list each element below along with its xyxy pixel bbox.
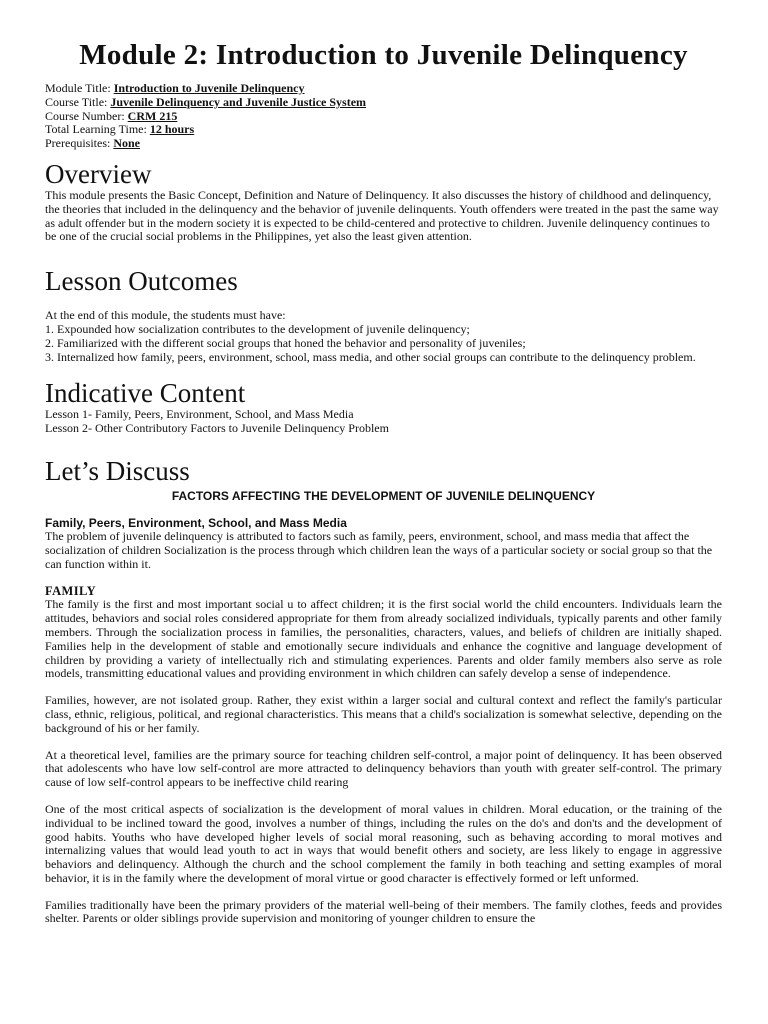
body-paragraph: Families traditionally have been the primary providers of the material well-being of their members. The family clothes, feeds and provides shelter. Parents or older siblings provide supervision and monitoring of younger children to ensure the: [45, 897, 722, 926]
outcomes-heading: Lesson Outcomes: [45, 266, 238, 297]
document-page: [45, 38, 722, 926]
family-heading: FAMILY: [45, 584, 97, 599]
outcomes-intro: At the end of this module, the students must have:: [45, 308, 286, 323]
overview-heading: Overview: [45, 158, 152, 189]
topic-text: The problem of juvenile delinquency is attributed to factors such as family, peers, environment, school, and mass media that affect the socialization of children Socialization is the process through which children lean the ways of a particular society or social group so that the can function within it.: [45, 528, 713, 571]
lesson-item: Lesson 1- Family, Peers, Environment, School, and Mass Media: [45, 407, 354, 422]
meta-course-title: Course Title: Juvenile Delinquency and Juvenile Justice System: [45, 94, 367, 109]
overview-text: This module presents the Basic Concept, Definition and Nature of Delinquency. It also discusses the history of childhood and delinquency, the theories that included in the delinquency and the behavior of juvenile delinquents. Youth offenders were treated in the past the same way as adult offender but in the modern society it is expected to be child-centered and protective to children. Juvenile delinquency continues to be one of the crucial social problems in the Philippines, yet also the least given attention.: [45, 187, 719, 244]
body-paragraph: Families, however, are not isolated group. Rather, they exist within a larger social and cultural context and reflect the family's particular class, ethnic, religious, political, and regional characteristics. This means that a child's socialization is somewhat selective, depending on the background of his or her family.: [45, 693, 722, 735]
body-paragraph: The family is the first and most important social u to affect children; it is the first social world the child encounters. Individuals learn the attitudes, behaviors and social roles considered appropriate for them from already socialized individuals, typically parents and other family members. Through the socialization process in families, the personalities, characters, values, and beliefs of children are initially shaped. Families help in the development of stable and emotionally secure individuals and enhance the cognitive and language development of children by providing a variety of intellectually rich and stimulating experiences. Parents and older family members also serve as role models, transmitting educational values and providing environment in which children can safely develop a sense of independence.: [45, 597, 722, 681]
outcome-item: 2. Familiarized with the different social groups that honed the behavior and personality of juveniles;: [45, 335, 526, 350]
outcome-item: 1. Expounded how socialization contributes to the development of juvenile delinquency;: [45, 321, 470, 336]
body-paragraph: At a theoretical level, families are the primary source for teaching children self-control, a major point of delinquency. It has been observed that adolescents who have low self-control are more attracted to delinquency behaviors than youth with greater self-control. The primary cause of low self-control appears to be ineffective child rearing: [45, 747, 722, 790]
discuss-heading: Let’s Discuss: [45, 455, 190, 486]
meta-course-number: Course Number: CRM 215: [45, 108, 178, 123]
outcomes-list: [45, 309, 722, 364]
lesson-item: Lesson 2- Other Contributory Factors to Juvenile Delinquency Problem: [45, 421, 389, 436]
meta-module-title: Module Title: Introduction to Juvenile Delinquency: [45, 81, 305, 95]
meta-learning-time: Total Learning Time: 12 hours: [45, 122, 195, 137]
module-meta: [45, 82, 722, 151]
outcome-item: 3. Internalized how family, peers, environment, school, mass media, and other social groups can contribute to the delinquency problem.: [45, 349, 696, 364]
meta-prerequisites: Prerequisites: None: [45, 136, 140, 151]
topic-heading: Family, Peers, Environment, School, and Mass Media: [45, 515, 347, 530]
content-heading: Indicative Content: [45, 378, 246, 409]
body-paragraph: One of the most critical aspects of socialization is the development of moral values in children. Moral education, or the training of the individual to be inclined toward the good, involves a number of things, including the rules on the do's and don'ts and the development of good habits. Youths who have developed higher levels of social moral reasoning, such as behaving according to moral motives and internalizing values that would lead youth to act in ways that would benefit others and society, are less likely to engage in aggressive behaviors and delinquency. Although the church and the school complement the family in both teaching and setting examples of moral behavior, it is in the family where the development of moral virtue or good character is effectively formed or left unformed.: [45, 801, 722, 885]
page-title: Module 2: Introduction to Juvenile Delinquency: [79, 39, 688, 71]
discuss-subtitle: FACTORS AFFECTING THE DEVELOPMENT OF JUVENILE DELINQUENCY: [171, 488, 596, 503]
